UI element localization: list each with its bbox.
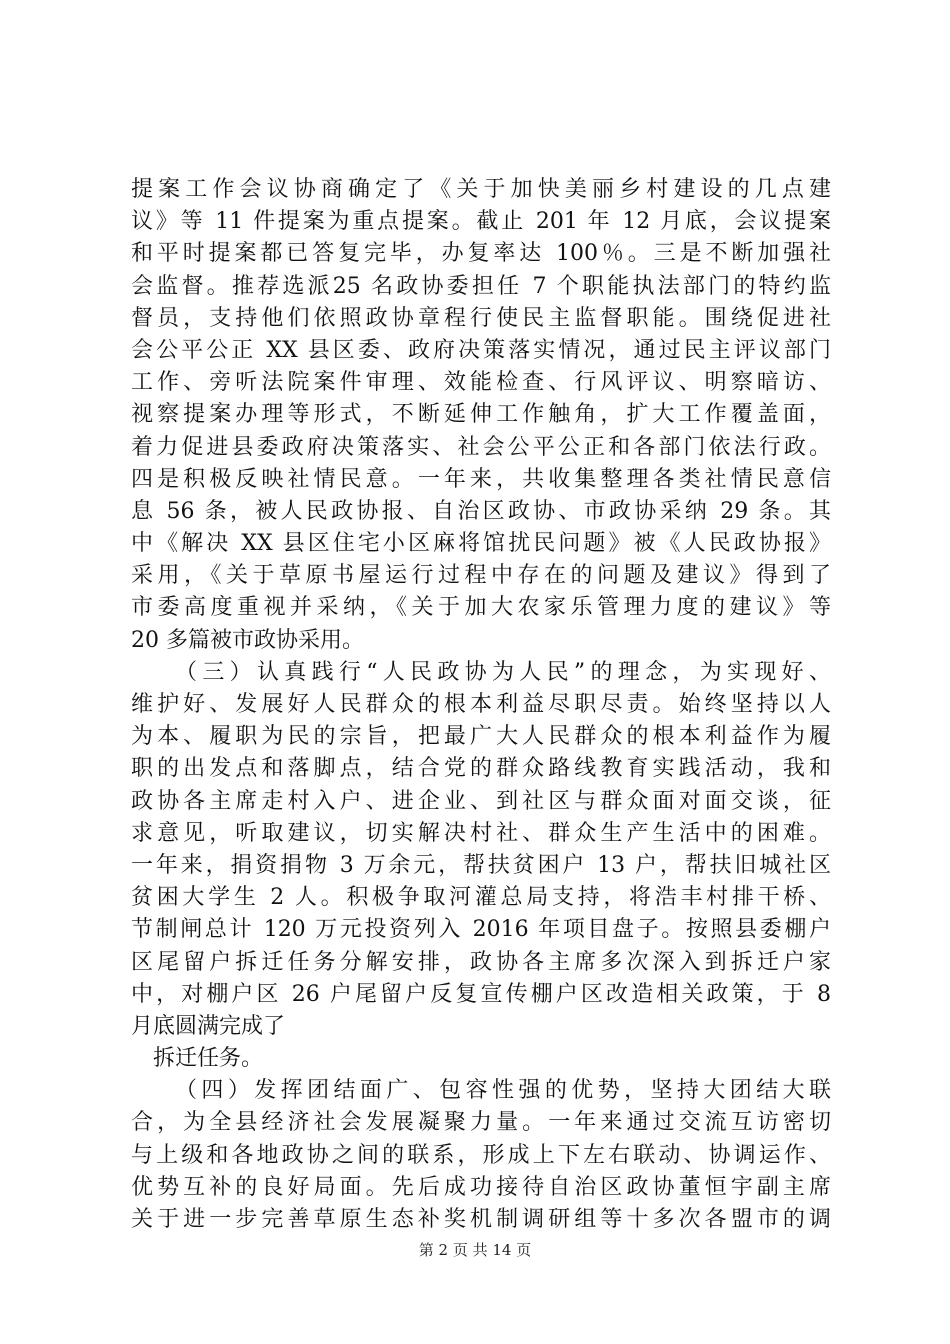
text-line: 关于进一步完善草原生态补奖机制调研组等十多次各盟市的调 — [131, 1207, 831, 1232]
text-line: 与上级和各地政协之间的联系，形成上下左右联动、协调运作、 — [131, 1142, 831, 1168]
text-line: 一年来，捐资捐物 3 万余元，帮扶贫困户 13 户，帮扶旧城社区 — [131, 852, 831, 878]
text-line: 政协各主席走村入户、进企业、到社区与群众面对面交谈，征 — [131, 788, 831, 814]
text-line: （三）认真践行“人民政协为人民”的理念，为实现好、 — [175, 659, 831, 685]
text-line: 贫困大学生 2 人。积极争取河灌总局支持，将浩丰村排干桥、 — [131, 885, 831, 911]
text-line: 工作、旁听法院案件审理、效能检查、行风评议、明察暗访、 — [131, 370, 831, 396]
text-line: 区尾留户拆迁任务分解安排，政协各主席多次深入到拆迁户家 — [131, 949, 831, 975]
text-line: 20 多篇被市政协采用。 — [131, 627, 364, 653]
text-line: 月底圆满完成了 — [131, 1013, 286, 1039]
text-line: 拆迁任务。 — [153, 1046, 264, 1072]
text-line: 和平时提案都已答复完毕，办复率达 100％。三是不断加强社 — [131, 241, 831, 267]
text-line: 四是积极反映社情民意。一年来，共收集整理各类社情民意信 — [131, 466, 831, 492]
text-line: 采用，《关于草原书屋运行过程中存在的问题及建议》得到了 — [131, 563, 831, 589]
text-line: 职的出发点和落脚点，结合党的群众路线教育实践活动，我和 — [131, 756, 831, 782]
text-line: 息 56 条，被人民政协报、自治区政协、市政协采纳 29 条。其 — [131, 498, 831, 524]
text-line: 中，对棚户区 26 户尾留户反复宣传棚户区改造相关政策，于 8 — [131, 981, 831, 1007]
text-line: 着力促进县委政府决策落实、社会公平公正和各部门依法行政。 — [131, 434, 831, 460]
text-line: 视察提案办理等形式，不断延伸工作触角，扩大工作覆盖面， — [131, 402, 831, 428]
text-line: 节制闸总计 120 万元投资列入 2016 年项目盘子。按照县委棚户 — [131, 917, 831, 943]
page-number-footer: 第 2 页 共 14 页 — [418, 1241, 532, 1259]
text-line: 督员，支持他们依照政协章程行使民主监督职能。围绕促进社 — [131, 305, 831, 331]
text-line: 为本、履职为民的宗旨，把最广大人民群众的根本利益作为履 — [131, 724, 831, 750]
body-text — [131, 174, 831, 1236]
text-line: 会监督。推荐选派25 名政协委担任 7 个职能执法部门的特约监 — [131, 273, 831, 299]
text-line: 合，为全县经济社会发展凝聚力量。一年来通过交流互访密切 — [131, 1110, 831, 1136]
text-line: 求意见，听取建议，切实解决村社、群众生产生活中的困难。 — [131, 820, 831, 846]
text-line: 会公平公正 XX 县区委、政府决策落实情况，通过民主评议部门 — [131, 337, 831, 363]
text-line: 维护好、发展好人民群众的根本利益尽职尽责。始终坚持以人 — [131, 692, 831, 717]
text-line: 议》等 11 件提案为重点提案。截止 201 年 12 月底，会议提案 — [131, 209, 831, 235]
text-line: 中《解决 XX 县区住宅小区麻将馆扰民问题》被《人民政协报》 — [131, 531, 831, 557]
text-line: 提案工作会议协商确定了《关于加快美丽乡村建设的几点建 — [131, 177, 831, 202]
text-line: 优势互补的良好局面。先后成功接待自治区政协董恒宇副主席 — [131, 1174, 831, 1200]
text-line: （四）发挥团结面广、包容性强的优势，坚持大团结大联 — [175, 1078, 831, 1104]
text-line: 市委高度重视并采纳，《关于加大农家乐管理力度的建议》等 — [131, 595, 831, 621]
